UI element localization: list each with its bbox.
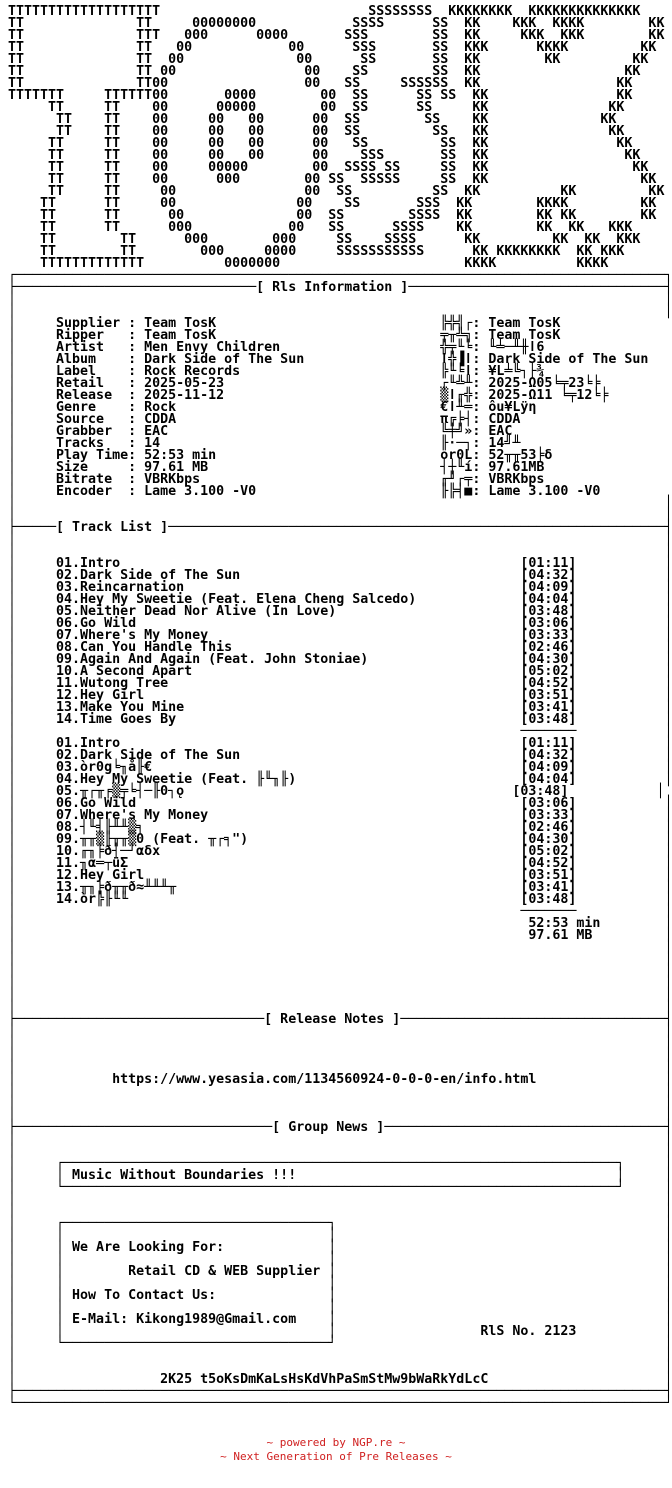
nfo-line: TT TT 00 00 SS SS KK KK KK: [8, 184, 665, 199]
nfo-line: │ │: [8, 532, 672, 547]
nfo-line: │ │: [8, 508, 672, 523]
nfo-line: │ 07.Where's My Money [03:33] │: [8, 808, 672, 823]
nfo-line: │ 09.╥╥▒╟╥╥▒0 (Feat. ╥┌╕") [04:30] │: [8, 832, 672, 847]
nfo-line: │ │: [8, 1060, 672, 1075]
nfo-line: │ 11.Wutong Tree [04:52] │: [8, 676, 672, 691]
nfo-line: │ └─────────────────────────────────────────────────────────────────────┘ │: [8, 1180, 672, 1195]
nfo-line: │ Tracks : 14 ╟·─┐: 14╝╨: [8, 436, 521, 451]
nfo-line: │ Supplier : Team TosK ╠╬╣┌: Team TosK: [8, 316, 561, 331]
nfo-line: │ │ │ │: [8, 1276, 672, 1291]
nfo-line: │ │ Music Without Boundaries !!! │ │: [8, 1168, 672, 1183]
nfo-line: │ │: [8, 1096, 672, 1111]
nfo-line: │ │: [8, 1348, 672, 1363]
nfo-line: │ └─────────────────────────────────┘ │: [8, 1336, 672, 1351]
nfo-line: │ │ │ │: [8, 1228, 672, 1243]
nfo-line: │ 12.Hey Girl [03:51] │: [8, 688, 672, 703]
nfo-line: TT TT00 00 SS SSSSSS KK KK: [8, 76, 633, 91]
nfo-line: TT TT 00 00 SS SS KK KK: [8, 64, 641, 79]
nfo-line: │ │: [8, 304, 672, 319]
nfo-line: │ │: [8, 976, 672, 991]
nfo-text: [8, 6, 672, 1410]
nfo-line: │ Artist : Men Envy Children ╬╤╙╘: ╙╧─╨╫ǀ6: [8, 340, 545, 355]
nfo-line: TT TT 00 00 SS SSSS KK KK KK KK: [8, 208, 657, 223]
nfo-line: │ 02.Dark Side of The Sun [04:32] │: [8, 748, 672, 763]
nfo-line: │ 10.A Second Apart [05:02] │: [8, 664, 672, 679]
nfo-line: │ 01.Intro [01:11] │: [8, 556, 672, 571]
nfo-line: │ 12.Hey Girl [03:51] │: [8, 868, 672, 883]
nfo-line: │ 04.Hey My Sweetie (Feat. Elena Cheng Salcedo) [04:04] │: [8, 592, 672, 607]
nfo-line: TT TT 00 00000 00 SS SS KK KK: [8, 100, 625, 115]
nfo-line: │ │: [8, 1204, 672, 1219]
nfo-line: │ 10.╓╖╞ð┤─┘αδx [05:02] │: [8, 844, 672, 859]
nfo-line: │ https://www.yesasia.com/1134560924-0-0-0-en/info.html │: [8, 1072, 672, 1087]
nfo-line: │ Release : 2025-11-12 ▒ǀ╓╬: 2025-Ω11 ╘╤12╘╞: [8, 388, 609, 403]
nfo-line: │ Encoder : Lame 3.100 -V0 ╟╠╡■: Lame 3.100 -V0: [8, 484, 601, 499]
nfo-line: │ Grabber : EAC ╚╪╝»: EAC: [8, 424, 513, 439]
nfo-line: │ │: [8, 544, 672, 559]
nfo-line: │ ─────── │: [8, 904, 672, 919]
nfo-line: │ │: [8, 964, 672, 979]
nfo-line: │ 04.Hey My Sweetie (Feat. ╟╙╖╟) [04:04] │: [8, 772, 672, 787]
nfo-line: TT TT 00 00 00 00 SS SS KK KK: [8, 124, 625, 139]
nfo-line: │ 02.Dark Side of The Sun [04:32] │: [8, 568, 672, 583]
nfo-line: TT TT 00 00000 00 SSSS SS SS KK KK: [8, 160, 649, 175]
nfo-line: │ 52:53 min │: [8, 916, 672, 931]
nfo-line: TT TT 00 00 SS SSS KK KKKK KK: [8, 196, 657, 211]
nfo-line: │ │: [8, 1144, 672, 1159]
nfo-line: │ 2K25 t5oKsDmKaLsHsKdVhPaSmStMw9bWaRkYdLcC │: [8, 1372, 672, 1387]
nfo-line: │ │: [8, 940, 672, 955]
nfo-line: │ │: [8, 1000, 672, 1015]
nfo-line: │ │: [8, 1108, 672, 1123]
nfo-line: │ │ │ │: [8, 1252, 672, 1267]
nfo-line: ┌─────────────────────────────────────────────────────────────────────────────────┐: [8, 268, 672, 283]
nfo-line: │ │ We Are Looking For: │ │: [8, 1240, 672, 1255]
nfo-line: TT TT 00 00 SS SS KK KK KK: [8, 52, 649, 67]
nfo-line: │ ┌─────────────────────────────────┐ │: [8, 1216, 672, 1231]
nfo-line: │ ┌─────────────────────────────────────────────────────────────────────┐ │: [8, 1156, 672, 1171]
nfo-line: TTTTTTT TTTTTT00 0000 00 SS SS SS KK KK: [8, 88, 633, 103]
tagline-link[interactable]: ~ Next Generation of Pre Releases ~: [220, 1450, 452, 1463]
nfo-line: TTTTTTTTTTTTT 0000000 KKKK KKKK: [8, 256, 609, 271]
nfo-line: │ 08.Can You Handle This [02:46] │: [8, 640, 672, 655]
nfo-line: │ 08.┤╙╡╟╨╨▒╕ [02:46] │: [8, 820, 672, 835]
nfo-line: TT TT 000 0000 SSSSSSSSSSS KK KKKKKKKK KK KKK: [8, 244, 625, 259]
nfo-line: │ Retail : 2025-05-23 ┌╙╩╨: 2025-Ω05╘╤23╘╞: [8, 376, 601, 391]
nfo-line: │ │ E-Mail: Kikong1989@Gmail.com │ │: [8, 1312, 672, 1327]
nfo-line: │ │ How To Contact Us: │ │: [8, 1288, 672, 1303]
nfo-line: │ │: [8, 1024, 672, 1039]
nfo-line: │ │: [8, 988, 672, 1003]
nfo-line: │ 13.Make You Mine [03:41] │: [8, 700, 672, 715]
nfo-line: ├────────────────────────────────[ Group News ]───────────────────────────────────┤: [8, 1120, 672, 1135]
nfo-line: ├─────────────────────────────────────────────────────────────────────────────────┤: [8, 1384, 672, 1399]
nfo-line: │ 09.Again And Again (Feat. John Stoniae) [04:30] │: [8, 652, 672, 667]
nfo-line: │ │: [8, 1036, 672, 1051]
footer: [0, 1436, 672, 1464]
nfo-line: │ 03.Reincarnation [04:09] │: [8, 580, 672, 595]
nfo-line: └─────────────────────────────────────────────────────────────────────────────────┘: [8, 1396, 672, 1411]
nfo-line: TT TT 00 00 SSS SS KKK KKKK KK: [8, 40, 657, 55]
nfo-line: │ │ Retail CD & WEB Supplier │ │: [8, 1264, 672, 1279]
nfo-line: │ 13.╥╖╞ð╥╥ð≈╨╨╨╥ [03:41] │: [8, 880, 672, 895]
nfo-line: TT TT 00 000 00 SS SSSSS SS KK KK: [8, 172, 657, 187]
nfo-line: │ 03.òr0g╘╖å╟€ [04:09] │: [8, 760, 672, 775]
nfo-line: ├───────────────────────────────[ Release Notes ]─────────────────────────────────┤: [8, 1012, 672, 1027]
nfo-line: │ 01.Intro [01:11] │: [8, 736, 672, 751]
nfo-line: │ 11.╖α═┬üΣ [04:52] │: [8, 856, 672, 871]
nfo-line: │ Bitrate : VBRKbps ╓╜┌╤: VBRKbps: [8, 472, 545, 487]
nfo-line: │ │: [8, 1048, 672, 1063]
nfo-line: │ 05.Neither Dead Nor Alive (In Love) [03:48] │: [8, 604, 672, 619]
nfo-line: │ │: [8, 1084, 672, 1099]
nfo-line: ├─────[ Track List ]──────────────────────────────────────────────────────────────┤: [8, 520, 672, 535]
nfo-line: │ 14.òr╠╟╙╙ [03:48] │: [8, 892, 672, 907]
nfo-line: │ Play Time: 52:53 min or0L: 52╥╥53╞δ: [8, 448, 553, 463]
nfo-line: │ Source : CDDA π╔╞┤: CDDA: [8, 412, 521, 427]
powered-by-link[interactable]: ~ powered by NGP.re ~: [266, 1436, 406, 1449]
nfo-line: │ Size : 97.61 MB ┤┼╙í: 97.61MB: [8, 460, 545, 475]
nfo-line: │ 06.Go Wild [03:06] │: [8, 796, 672, 811]
nfo-line: │ Ripper : Team TosK ╤╥╩╗: Team TosK: [8, 328, 561, 343]
nfo-line: TT TT 00 00 00 00 SSS SS KK KK: [8, 148, 641, 163]
nfo-line: TT TT 00000000 SSSS SS KK KKK KKKK KK: [8, 16, 665, 31]
nfo-line: │ Label : Rock Records ╠╙╘ǀ: ¥L╧╚┐├¾: [8, 364, 545, 379]
nfo-line: TT TT 00 00 00 00 SS SS KK KK: [8, 136, 633, 151]
nfo-line: ├──────────────────────────────[ Rls Information ]────────────────────────────────┤: [8, 280, 672, 295]
nfo-line: │ Genre : Rock €ǀ╨═: ôu¥Lÿη: [8, 400, 537, 415]
nfo-line: TTTTTTTTTTTTTTTTTTT SSSSSSSS KKKKKKKK KKKKKKKKKKKKKK: [8, 4, 641, 19]
nfo-line: │ 07.Where's My Money [03:33] │: [8, 628, 672, 643]
nfo-line: │ │: [8, 1192, 672, 1207]
nfo-line: │ │ │ │: [8, 1300, 672, 1315]
nfo-line: │ 06.Go Wild [03:06] │: [8, 616, 672, 631]
nfo-line: │ │: [8, 1132, 672, 1147]
nfo-line: │ │: [8, 496, 672, 511]
nfo-line: │ │: [8, 1360, 672, 1375]
nfo-line: TT TTT 000 0000 SSS SS KK KKK KKK KK: [8, 28, 665, 43]
nfo-line: TT TT 000 000 SS SSSS KK KK KK KKK: [8, 232, 641, 247]
nfo-line: TT TT 00 00 00 00 SS SS KK KK: [8, 112, 617, 127]
nfo-line: TT TT 000 00 SS SSSS KK KK KK KKK: [8, 220, 633, 235]
nfo-line: │ 97.61 MB │: [8, 928, 672, 943]
nfo-line: │ │ │ RlS No. 2123 │: [8, 1324, 672, 1339]
nfo-line: │ │: [8, 292, 672, 307]
nfo-line: │ ─────── │: [8, 724, 672, 739]
nfo-line: │ 14.Time Goes By [03:48] │: [8, 712, 672, 727]
nfo-line: │ Album : Dark Side of The Sun ǀ╬▐ǀ: Dark Side of The Sun: [8, 352, 649, 367]
nfo-line: │ │: [8, 952, 672, 967]
nfo-line: │ 05.╥┌╥╒▒╤╘┤─╟0┐ǫ [03:48] │: [8, 784, 665, 799]
